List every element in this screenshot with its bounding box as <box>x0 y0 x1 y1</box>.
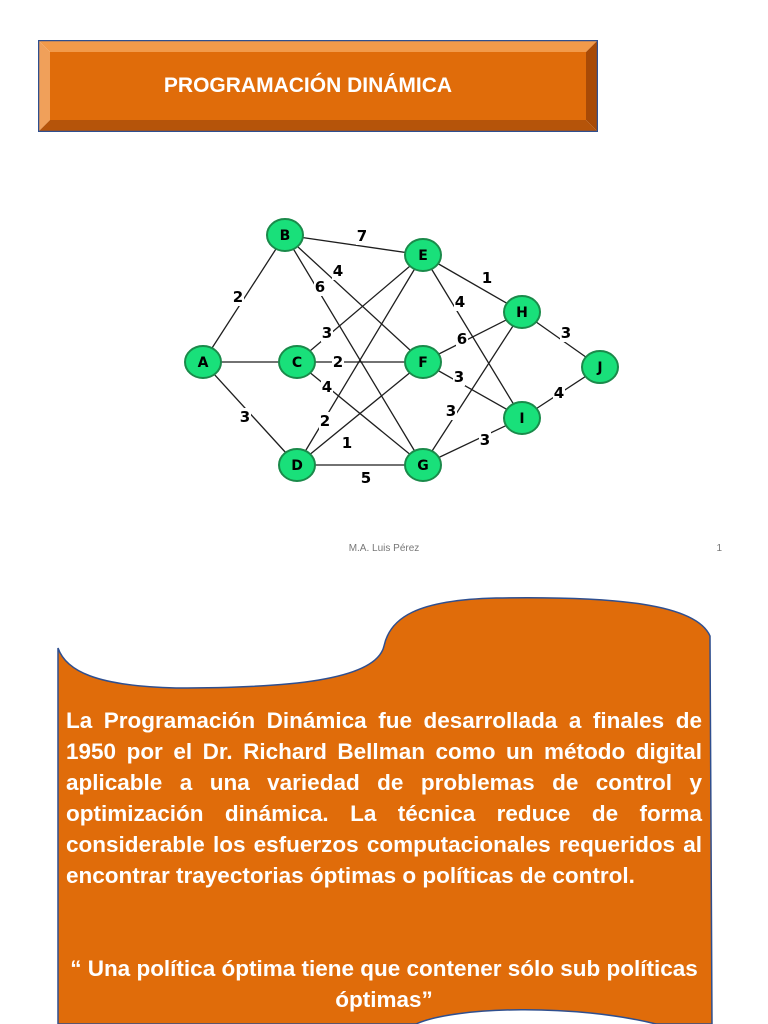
edge-C-E <box>297 255 423 362</box>
node-label-E: E <box>418 248 428 264</box>
graph-nodes <box>185 219 618 481</box>
edge-weight-A-B: 2 <box>232 288 244 306</box>
edge-weight-A-D: 3 <box>239 408 251 426</box>
edge-weight-C-G: 4 <box>321 378 333 396</box>
node-label-F: F <box>418 355 428 371</box>
edge-weight-G-H: 3 <box>445 402 457 420</box>
node-label-D: D <box>291 458 303 474</box>
edge-weight-B-G: 6 <box>314 278 326 296</box>
edge-weight-G-I: 3 <box>479 431 491 449</box>
node-label-A: A <box>197 355 209 371</box>
edge-B-F <box>285 235 423 362</box>
edge-weight-F-H: 6 <box>456 330 468 348</box>
node-label-G: G <box>417 458 429 474</box>
intro-paragraph: La Programación Dinámica fue desarrollada a finales de 1950 por el Dr. Richard Bellman como un método digital aplicable a una variedad de problemas de control y optimización dinámica. La técnica reduce de forma considerable los esfuerzos computacionales requeridos al encontrar trayectorias óptimas o políticas de control. <box>66 708 702 888</box>
node-label-C: C <box>291 355 303 371</box>
edge-B-E <box>285 235 423 255</box>
edge-weight-E-I: 4 <box>454 293 466 311</box>
page-title: PROGRAMACIÓN DINÁMICA <box>163 74 453 97</box>
edge-weight-D-G: 5 <box>360 469 372 487</box>
node-label-B: B <box>279 228 291 244</box>
edge-weight-B-E: 7 <box>356 227 368 245</box>
node-label-J: J <box>597 360 603 376</box>
edge-weight-C-F: 2 <box>332 353 344 371</box>
footer-author: M.A. Luis Pérez <box>348 543 420 554</box>
title-banner <box>38 40 598 132</box>
edge-weight-E-H: 1 <box>481 269 493 287</box>
edge-weight-H-J: 3 <box>560 324 572 342</box>
edge-weight-I-J: 4 <box>553 384 565 402</box>
graph-edges <box>203 235 603 465</box>
bellman-quote: “ Una política óptima tiene que contener sólo sub políticas óptimas” <box>70 956 698 1012</box>
edge-weight-C-E: 3 <box>321 324 333 342</box>
node-label-I: I <box>519 411 525 427</box>
node-label-H: H <box>516 305 528 321</box>
edge-weight-D-E: 2 <box>319 412 331 430</box>
page-number: 1 <box>716 543 722 554</box>
edge-weight-B-F: 4 <box>332 262 344 280</box>
edge-weight-D-F: 1 <box>341 434 353 452</box>
edge-weight-F-I: 3 <box>453 368 465 386</box>
network-graph <box>170 205 630 495</box>
